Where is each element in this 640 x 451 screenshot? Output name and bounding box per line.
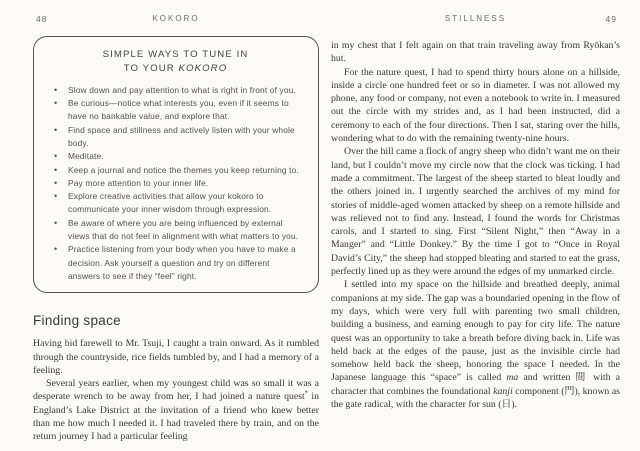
right-running-head: STILLNESS <box>444 14 507 23</box>
left-page <box>33 14 319 444</box>
bullet-item: • Keep a journal and notice the themes you keep returning to. <box>52 164 303 177</box>
tune-in-box <box>33 36 319 293</box>
right-page <box>331 14 620 411</box>
tune-in-box-title-line2: TO YOUR KOKORO <box>123 62 228 74</box>
right-page-number: 49 <box>605 14 617 24</box>
left-page-number: 48 <box>36 14 48 24</box>
section-heading-finding-space: Finding space <box>33 313 121 329</box>
right-running-row <box>331 14 620 26</box>
bullet-item: • Meditate. <box>52 150 303 163</box>
body-paragraph: Several years earlier, when my youngest child was so small it was a desperate wrench to be away from her, I had joined a nature quest* in England’s Lake District at the invitation of a friend who knew better than me how much I needed it. I had traveled there by train, and on the return journey I had a particular feeling <box>33 378 319 443</box>
body-paragraph: Over the hill came a flock of angry sheep who didn’t want me on their land, but I couldn’t move my circle now that the clock was ticking. I had made a commitment. The largest of the sheep started to bleat loudly and the others joined in. I urgently searched the archives of my mind for stories of middle-aged women attacked by sheep on a remote hillside and was relieved not to find any. Instead, I found the words for Christmas carols, and I started to sing. First “Silent Night,” then “Away in a Manger” and “Little Donkey.” By the time I got to “Once in Royal David’s City,” the sheep had stopped bleating and started to eat the grass, perfectly lined up as they were around the edges of my unmarked circle. <box>331 146 620 278</box>
left-body-text <box>33 337 319 443</box>
left-running-row <box>33 14 319 26</box>
left-running-head: KOKORO <box>152 14 200 23</box>
right-body-text <box>331 39 620 411</box>
bullet-item: • Explore creative activities that allow your kokoro to communicate your inner wisdom through expression. <box>52 190 303 217</box>
bullet-item: • Practice listening from your body when you have to make a decision. Ask yourself a question and try on different answers to see if they “feel” right. <box>52 243 303 283</box>
body-paragraph: Having bid farewell to Mr. Tsuji, I caught a train onward. As it rumbled through the countryside, rice fields tumbled by, and I had a memory of a feeling. <box>33 338 319 376</box>
body-paragraph: in my chest that I felt again on that train traveling away from Ryōkan’s hut. <box>331 40 620 65</box>
bullet-item: • Be curious—notice what interests you, even if it seems to have no bankable value, and explore that. <box>52 97 303 124</box>
bullet-item: • Slow down and pay attention to what is right in front of you. <box>52 84 303 97</box>
body-paragraph: I settled into my space on the hillside and breathed deeply, animal companions at my side. The gap was a boundaried opening in the flow of my days, which were very full with parenting two small children, building a business, and earning enough to pay for city life. The nature quest was an opportunity to take a breath before diving back in. Life was held back at the edges of the pause, just as the invisible circle had somehow held back the sheep, honoring the space I needed. In the Japanese language this “space” is called ma and written 間 with a character that combines the foundational kanji component (門), known as the gate radical, with the character for sun (日). <box>331 279 620 411</box>
bullet-item: • Pay more attention to your inner life. <box>52 177 303 190</box>
tune-in-bullet-list <box>46 84 305 283</box>
bullet-item: • Find space and stillness and actively listen with your whole body. <box>52 124 303 151</box>
tune-in-box-title <box>46 48 305 76</box>
bullet-item: • Be aware of where you are being influenced by external views that do not feel in alignment with what matters to you. <box>52 217 303 244</box>
body-paragraph: For the nature quest, I had to spend thirty hours alone on a hillside, inside a circle one hundred feet or so in diameter. I was not allowed my phone, any food or company, not even a notebook to write in. I measured out the circle with my strides and, as I had been instructed, did a ceremony to each of the four directions. Then I sat, staring over the hills, wondering what to do with the remaining twenty-nine hours. <box>331 66 620 145</box>
tune-in-box-title-line1: SIMPLE WAYS TO TUNE IN <box>102 49 249 60</box>
